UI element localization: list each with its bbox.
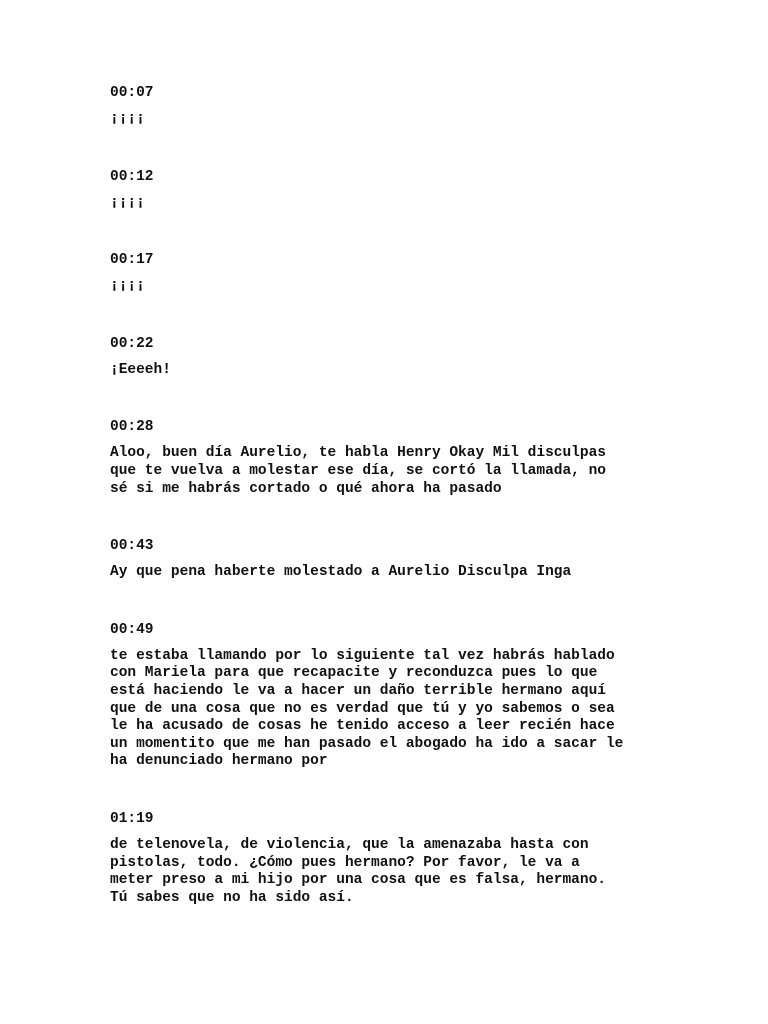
timestamp: 00:43 xyxy=(110,538,154,555)
transcript-line: ¡Eeeeh! xyxy=(110,361,171,378)
transcript-entry xyxy=(110,168,670,213)
timestamp: 00:28 xyxy=(110,419,154,436)
transcript-entry xyxy=(110,418,670,498)
transcript-entry xyxy=(110,810,670,907)
transcript-line: con Mariela para que recapacite y reconduzca pues lo que xyxy=(110,665,598,682)
transcript-line: sé si me habrás cortado o qué ahora ha pasado xyxy=(110,480,502,497)
transcript-line: está haciendo le va a hacer un daño terrible hermano aquí xyxy=(110,682,606,699)
transcript-line: que de una cosa que no es verdad que tú y yo sabemos o sea xyxy=(110,700,615,717)
transcript-line: le ha acusado de cosas he tenido acceso a leer recién hace xyxy=(110,718,615,735)
transcript-entry xyxy=(110,335,670,380)
transcript-line: te estaba llamando por lo siguiente tal vez habrás hablado xyxy=(110,647,615,664)
transcript-line: pistolas, todo. ¿Cómo pues hermano? Por favor, le va a xyxy=(110,854,580,871)
transcript-line: Ay que pena haberte molestado a Aurelio Disculpa Inga xyxy=(110,564,572,581)
transcript-line: meter preso a mi hijo por una cosa que es falsa, hermano. xyxy=(110,872,606,889)
transcript-line: ¡¡¡¡ xyxy=(110,111,145,127)
timestamp: 00:22 xyxy=(110,335,154,352)
transcript-line: ¡¡¡¡ xyxy=(110,278,145,295)
transcript-line: Aloo, buen día Aurelio, te habla Henry Okay Mil disculpas xyxy=(110,445,606,462)
timestamp: 00:07 xyxy=(110,85,154,101)
transcript-line: que te vuelva a molestar ese día, se cortó la llamada, no xyxy=(110,462,606,479)
timestamp: 00:49 xyxy=(110,621,154,638)
transcript-entry xyxy=(110,621,670,771)
transcript-entry xyxy=(110,251,670,296)
transcript-entry xyxy=(110,84,670,129)
timestamp: 00:17 xyxy=(110,252,154,269)
transcript-line: Tú sabes que no ha sido así. xyxy=(110,889,354,906)
transcript-entry xyxy=(110,537,670,582)
timestamp: 00:12 xyxy=(110,168,154,185)
transcript xyxy=(110,84,670,946)
transcript-line: ha denunciado hermano por xyxy=(110,753,328,770)
transcript-line: de telenovela, de violencia, que la amenazaba hasta con xyxy=(110,836,589,853)
transcript-line: ¡¡¡¡ xyxy=(110,194,145,211)
timestamp: 01:19 xyxy=(110,810,154,827)
transcript-line: un momentito que me han pasado el abogado ha ido a sacar le xyxy=(110,735,624,752)
